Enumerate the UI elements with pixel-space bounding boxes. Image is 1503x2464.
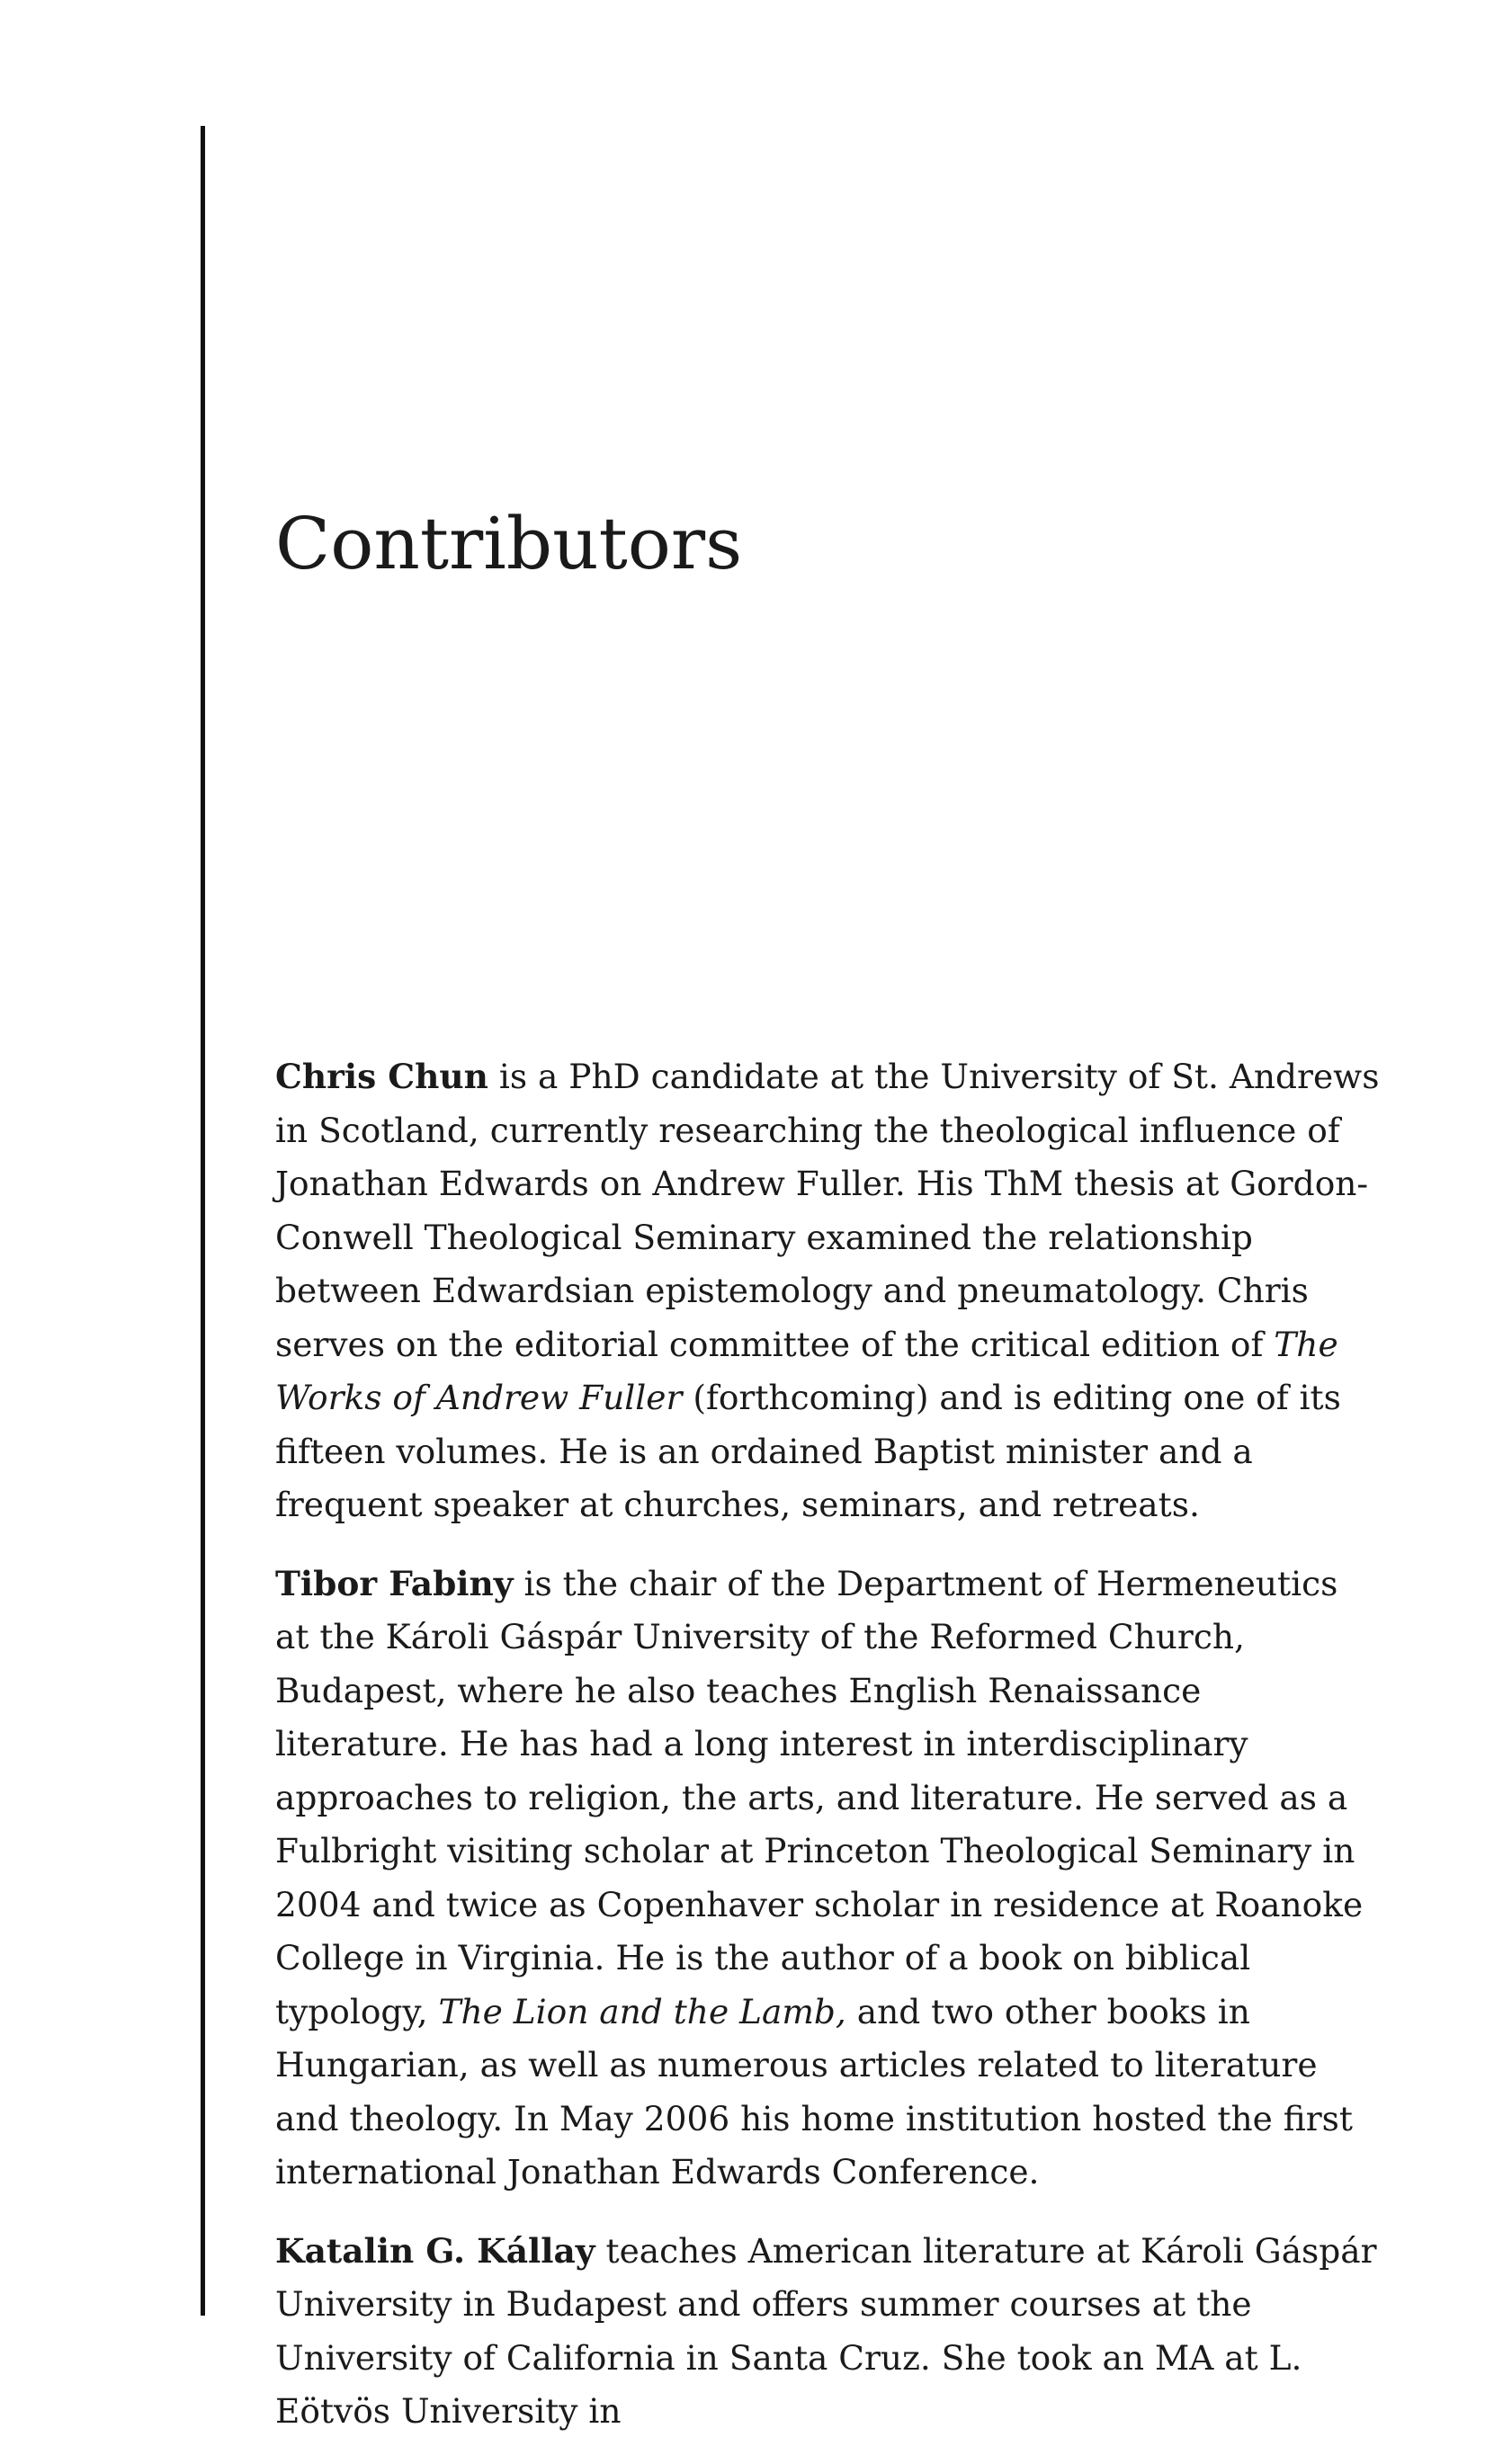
contributor-name: Tibor Fabiny: [275, 1563, 514, 1603]
contributor-bio-katalin-kallay: [275, 2225, 1382, 2439]
contributor-name: Chris Chun: [275, 1057, 488, 1096]
bio-text: teaches American literature at Károli Gáspár University in Budapest and offers summer courses at the University of California in Santa Cruz. She took an MA at L. Eötvös University in: [275, 2230, 1377, 2431]
work-title: The Lion and the Lamb,: [438, 1991, 846, 2031]
margin-rule: [201, 126, 205, 2316]
contributor-name: Katalin G. Kállay: [275, 2230, 595, 2271]
bio-text: is the chair of the Department of Hermeneutics at the Károli Gáspár University of the Reformed Church, Budapest, where he also teaches English Renaissance literature. He has had a long interest in interdisciplinary approaches to religion, the arts, and literature. He served as a Fulbright visiting scholar at Princeton Theological Seminary in 2004 and twice as Copenhaver scholar in residence at Roanoke College in Virginia. He is the author of a book on biblical typology,: [275, 1563, 1364, 2031]
contributor-bio-chris-chun: [275, 1050, 1382, 1532]
bio-text: and two other books in Hungarian, as well as numerous articles related to literature and theology. In May 2006 his home institution hosted the first international Jonathan Edwards Conference.: [275, 1991, 1353, 2192]
page-title: Contributors: [275, 502, 743, 585]
bio-text: is a PhD candidate at the University of St. Andrews in Scotland, currently researching the theological influence of Jonathan Edwards on Andrew Fuller. His ThM thesis at Gordon-Conwell Theological Seminary examined the relationship between Edwardsian epistemology and pneumatology. Chris serves on the editorial committee of the critical edition of: [275, 1057, 1380, 1364]
work-title: The Works of Andrew Fuller: [275, 1324, 1338, 1417]
bio-text: (forthcoming) and is editing one of its fifteen volumes. He is an ordained Baptist minister and a frequent speaker at churches, seminars, and retreats.: [275, 1378, 1341, 1524]
contributor-bio-tibor-fabiny: [275, 1558, 1382, 2200]
contributor-list: [275, 1050, 1382, 2464]
